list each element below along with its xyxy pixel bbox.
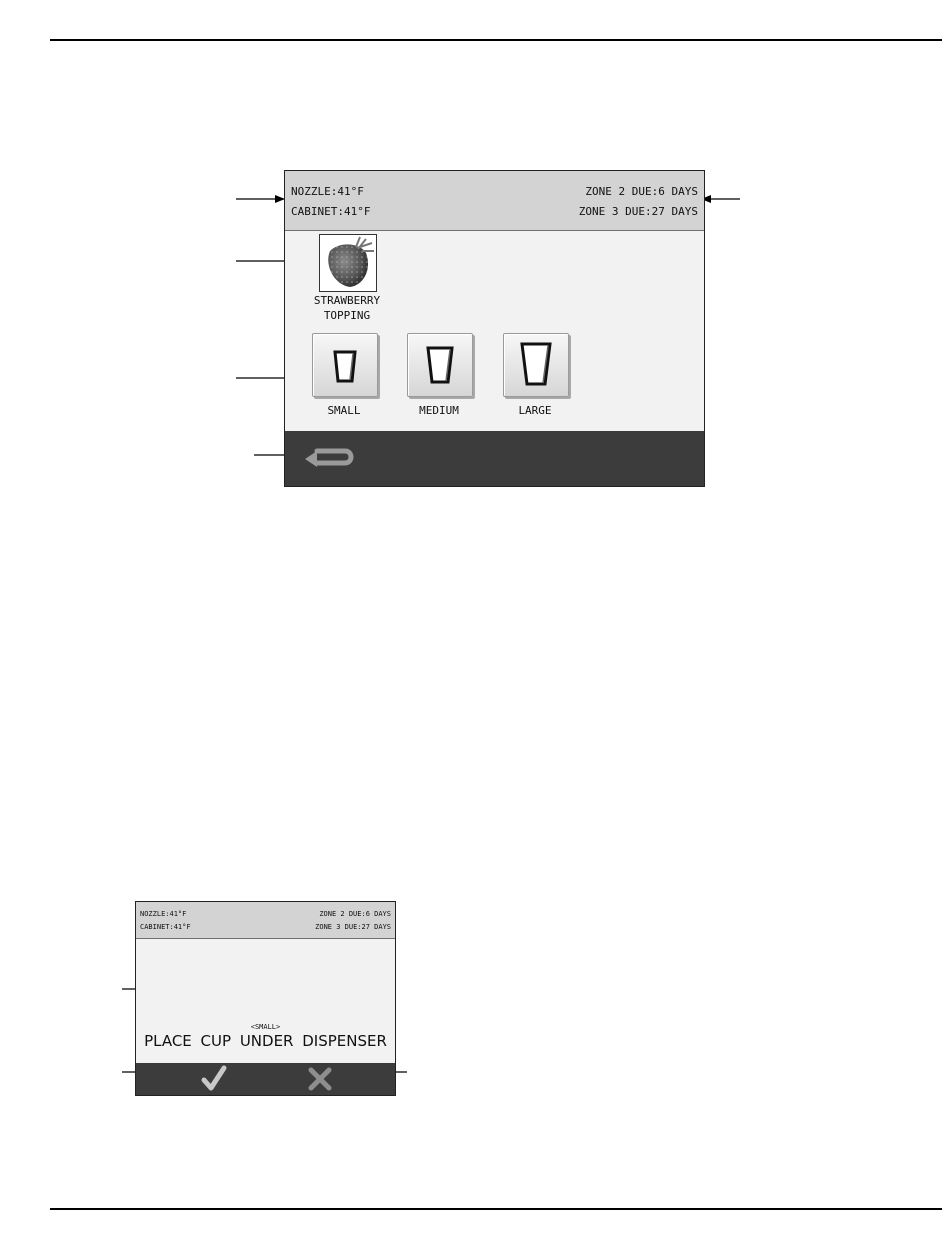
checkmark-icon[interactable]	[200, 1065, 228, 1093]
zone2-due: ZONE 2 DUE:6 DAYS	[319, 910, 391, 918]
medium-cup-icon	[408, 334, 472, 396]
flavor-label	[285, 293, 409, 323]
strawberry-topping-button[interactable]	[319, 234, 377, 292]
strawberry-icon	[320, 235, 376, 291]
large-cup-icon	[504, 334, 568, 396]
flavor-label-line2: TOPPING	[323, 309, 371, 322]
x-icon[interactable]	[306, 1065, 334, 1093]
instruction-text: PLACE CUP UNDER DISPENSER	[144, 1032, 387, 1050]
footer-bar	[285, 431, 704, 486]
zone3-due: ZONE 3 DUE:27 DAYS	[315, 923, 391, 931]
place-cup-screen	[135, 901, 396, 1096]
cup-size-label: <SMALL>	[250, 1023, 281, 1031]
medium-cup-button[interactable]	[407, 333, 473, 397]
flavor-select-screen	[284, 170, 705, 487]
zone2-due: ZONE 2 DUE:6 DAYS	[585, 185, 698, 198]
small-cup-button[interactable]	[312, 333, 378, 397]
large-label: LARGE	[518, 404, 552, 417]
small-cup-icon	[313, 334, 377, 396]
bottom-rule	[50, 1208, 942, 1210]
small-label: SMALL	[327, 404, 361, 417]
medium-label: MEDIUM	[419, 404, 459, 417]
back-arrow-icon[interactable]	[303, 445, 355, 469]
flavor-label-line1: STRAWBERRY	[313, 294, 381, 307]
top-rule	[50, 39, 942, 41]
zone3-due: ZONE 3 DUE:27 DAYS	[578, 205, 698, 218]
nozzle-temp: NOZZLE:41°F	[140, 910, 187, 918]
status-bar	[136, 902, 395, 939]
large-cup-button[interactable]	[503, 333, 569, 397]
cabinet-temp: CABINET:41°F	[291, 205, 371, 218]
status-bar	[285, 171, 704, 231]
footer-bar	[136, 1063, 395, 1095]
cabinet-temp: CABINET:41°F	[140, 923, 191, 931]
nozzle-temp: NOZZLE:41°F	[291, 185, 364, 198]
